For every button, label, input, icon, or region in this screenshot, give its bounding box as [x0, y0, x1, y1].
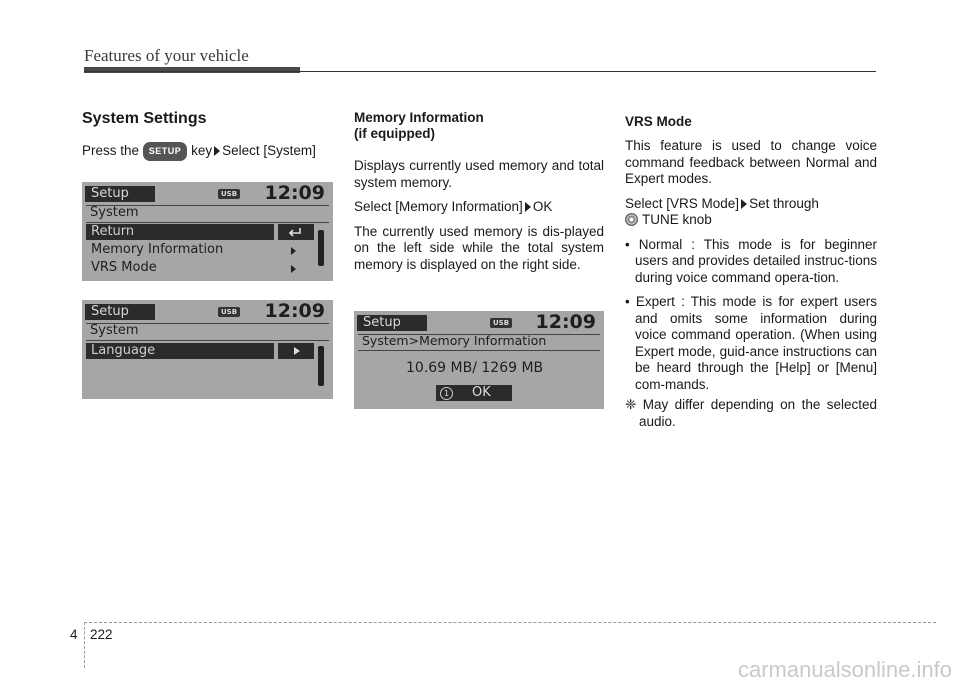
instruction-line-knob: TUNE knob [625, 212, 877, 229]
column-system-settings [82, 110, 334, 161]
arrow-right-icon [214, 146, 220, 156]
instruction-line: Select [VRS Mode] Set through [625, 195, 819, 211]
instruction-line: Press the SETUP key Select [System] [82, 142, 334, 161]
lcd-screen-language [82, 300, 333, 399]
chevron-right-icon [291, 265, 296, 273]
ok-button[interactable]: 1 OK [436, 385, 512, 401]
header-title: Features of your vehicle [84, 46, 249, 65]
paragraph: The currently used memory is dis-played on the left side while the total system memory is displayed on the right side. [354, 223, 604, 272]
usb-badge: USB [218, 307, 240, 317]
screen-heading: System [90, 205, 139, 220]
section-title: System Settings [82, 110, 207, 127]
clock: 12:09 [535, 311, 596, 333]
footer-divider [84, 622, 85, 668]
lcd-screen-memory-information [354, 311, 604, 409]
memory-usage: 10.69 MB/ 1269 MB [406, 360, 544, 376]
menu-item-language[interactable]: Language [86, 343, 274, 359]
header-bar [84, 67, 300, 73]
usb-badge: USB [490, 318, 512, 328]
section-subtitle: (if equipped) [354, 126, 435, 141]
section-title: Memory Information [354, 110, 484, 125]
screen-heading: System>Memory Information [362, 333, 547, 348]
setup-tab: Setup [85, 304, 155, 320]
usb-badge: USB [218, 189, 240, 199]
instruction-line: Select [Memory Information] OK [354, 199, 553, 214]
clock: 12:09 [264, 300, 325, 322]
paragraph: Displays currently used memory and total system memory. [354, 158, 604, 190]
return-icon[interactable] [278, 224, 314, 240]
page-number: 222 [90, 627, 113, 642]
bullet-expert: • Expert : This mode is for expert users and omits some information during voice command operation. (When using Expert mode, guid-ance instructions can be heard through the [Help] or [Menu] com-mands. [625, 294, 877, 392]
menu-item-memory-information[interactable]: Memory Information [91, 242, 224, 257]
language-arrow-button[interactable] [278, 343, 314, 359]
column-memory-information [354, 110, 604, 273]
section-title: VRS Mode [625, 114, 692, 129]
chevron-right-icon [291, 247, 296, 255]
watermark: carmanualsonline.info [737, 657, 952, 682]
menu-item-vrs-mode[interactable]: VRS Mode [91, 260, 157, 275]
scrollbar[interactable] [318, 346, 324, 386]
scrollbar[interactable] [318, 230, 324, 266]
header-rule [84, 71, 876, 72]
menu-item-return[interactable]: Return [86, 224, 274, 240]
clock: 12:09 [264, 182, 325, 204]
paragraph: This feature is used to change voice command feedback between Normal and Expert modes. [625, 138, 877, 186]
note: ❈ May differ depending on the selected audio. [625, 397, 877, 429]
screen-heading: System [90, 323, 139, 338]
arrow-right-icon [525, 202, 531, 212]
bullet-normal: • Normal : This mode is for beginner users and provides detailed instruc-tions during voice command opera-tion. [625, 236, 877, 285]
setup-tab: Setup [85, 186, 155, 202]
lcd-screen-system [82, 182, 333, 281]
chapter-number: 4 [70, 627, 78, 642]
arrow-right-icon [741, 199, 747, 209]
footer-rule [84, 622, 936, 623]
number-one-icon: 1 [440, 387, 453, 400]
setup-tab: Setup [357, 315, 427, 331]
setup-key-icon: SETUP [143, 142, 188, 161]
column-vrs-mode [625, 114, 877, 430]
tune-knob-icon [625, 213, 638, 226]
